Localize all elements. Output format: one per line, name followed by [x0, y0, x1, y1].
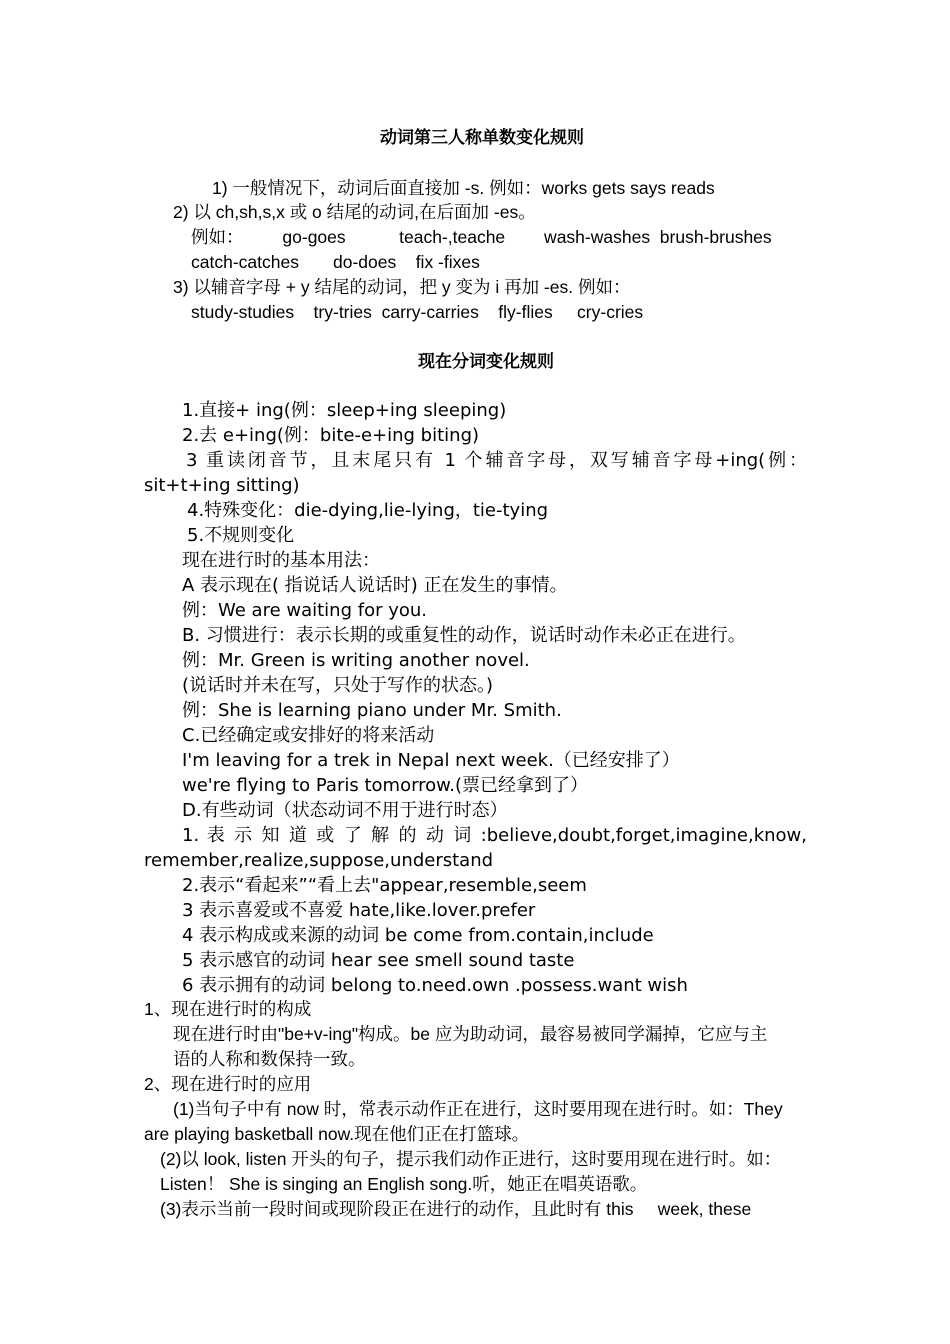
body-line: 现在进行时由"be+v-ing"构成。be 应为助动词，最容易被同学漏掉，它应与主: [173, 1024, 768, 1044]
subsection-heading: 1、现在进行时的构成: [144, 999, 312, 1019]
rule-line: 2.去 e+ing(例：bite-e+ing biting): [182, 425, 480, 446]
usage-line: 例：We are waiting for you.: [182, 600, 428, 621]
rule-line: 2) 以 ch,sh,s,x 或 o 结尾的动词,在后面加 -es。: [173, 202, 536, 222]
usage-line: D.有些动词（状态动词不用于进行时态）: [182, 800, 508, 821]
usage-line: 2.表示“看起来”“看上去"appear,resemble,seem: [182, 875, 587, 896]
usage-line: 3 表示喜爱或不喜爱 hate,like.lover.prefer: [182, 900, 536, 921]
rule-line: 4.特殊变化：die-dying,lie-lying，tie-tying: [187, 500, 549, 521]
usage-heading: 现在进行时的基本用法：: [182, 550, 380, 571]
section-title-present-participle: 现在分词变化规则: [418, 352, 554, 372]
usage-line: (说话时并未在写，只处于写作的状态。): [182, 675, 494, 696]
body-line: are playing basketball now.现在他们正在打篮球。: [144, 1124, 530, 1144]
body-line: (1)当句子中有 now 时，常表示动作正在进行，这时要用现在进行时。如：They: [173, 1099, 783, 1119]
usage-line: I'm leaving for a trek in Nepal next week.（已经安排了）: [182, 750, 680, 771]
usage-line: 4 表示构成或来源的动词 be come from.contain,include: [182, 925, 654, 946]
example-line: catch-catches do-does fix -fixes: [191, 252, 480, 272]
usage-line: 6 表示拥有的动词 belong to.need.own .possess.want wish: [182, 975, 688, 996]
rule-line: 3 重读闭音节，且末尾只有 1 个辅音字母，双写辅音字母+ing(例：: [186, 450, 807, 471]
usage-line: B. 习惯进行：表示长期的或重复性的动作，说话时动作未必正在进行。: [182, 625, 746, 646]
body-line: Listen！ She is singing an English song.听，她正在唱英语歌。: [160, 1174, 648, 1194]
body-line: 语的人称和数保持一致。: [173, 1049, 366, 1069]
rule-line: 1.直接+ ing(例：sleep+ing sleeping): [182, 400, 507, 421]
body-line: (3)表示当前一段时间或现阶段正在进行的动作，且此时有 this week, these: [160, 1199, 752, 1219]
example-line: 例如： go-goes teach-,teache wash-washes brush-brushes: [191, 227, 772, 247]
section-title-third-person: 动词第三人称单数变化规则: [380, 128, 584, 148]
usage-line: 5 表示感官的动词 hear see smell sound taste: [182, 950, 575, 971]
usage-line: we're flying to Paris tomorrow.(票已经拿到了）: [182, 775, 588, 796]
rule-line: 1) 一般情况下，动词后面直接加 -s. 例如：works gets says reads: [212, 178, 715, 198]
usage-line: 1. 表 示 知 道 或 了 解 的 动 词 :believe,doubt,forget,imagine,know,: [182, 825, 807, 846]
subsection-heading: 2、现在进行时的应用: [144, 1074, 312, 1094]
usage-line: 例：She is learning piano under Mr. Smith.: [182, 700, 562, 721]
body-line: (2)以 look, listen 开头的句子，提示我们动作正进行，这时要用现在进行时。如：: [160, 1149, 782, 1169]
example-line: study-studies try-tries carry-carries fly-flies cry-cries: [191, 302, 644, 322]
usage-line: A 表示现在( 指说话人说话时) 正在发生的事情。: [182, 575, 568, 596]
rule-line: 5.不规则变化: [187, 525, 295, 546]
usage-line: remember,realize,suppose,understand: [144, 850, 494, 871]
rule-line: sit+t+ing sitting): [144, 475, 300, 496]
usage-line: 例：Mr. Green is writing another novel.: [182, 650, 530, 671]
rule-line: 3) 以辅音字母 + y 结尾的动词，把 y 变为 i 再加 -es. 例如：: [173, 277, 631, 297]
usage-line: C.已经确定或安排好的将来活动: [182, 725, 435, 746]
